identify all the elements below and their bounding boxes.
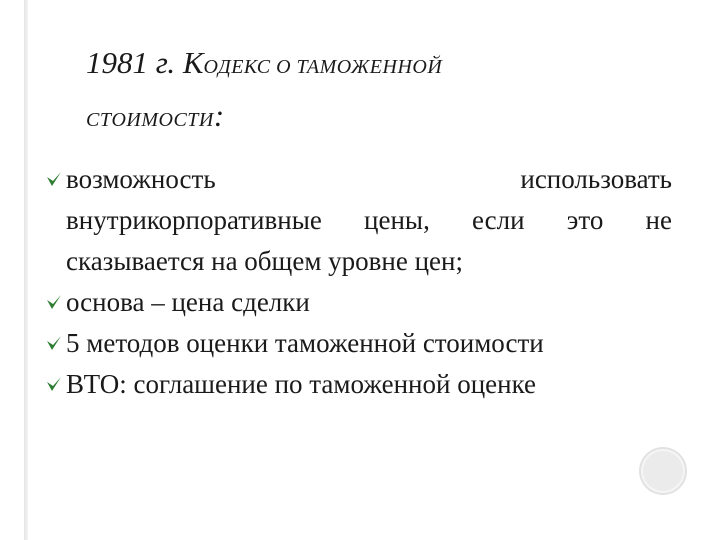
bullet-text: внутрикорпоративные цены, если это не сказывается на общем уровне цен; [66,205,672,276]
slide-title [86,38,646,144]
checkmark-bullet-icon [46,335,62,351]
bullet-text: основа – цена сделки [66,287,310,317]
bullet-item [46,364,672,405]
title-year: 1981 г. К [86,45,204,80]
checkmark-bullet-icon [46,294,62,310]
bullet-word-use: использовать [520,164,672,194]
title-code-word: ОДЕКС О ТАМОЖЕННОЙ [203,56,443,78]
title-colon: : [213,98,225,133]
bullet-item [46,282,672,323]
slide-nav-circle-button[interactable] [641,449,685,493]
bullet-first-line [66,159,672,200]
bullet-list [46,159,672,405]
bullet-text: 5 методов оценки таможенной стоимости [66,328,544,358]
bullet-word-possibility: возможность [66,164,216,194]
checkmark-bullet-icon [46,171,62,187]
bullet-text: ВТО: соглашение по таможенной оценке [66,369,537,399]
checkmark-bullet-icon [46,376,62,392]
bullet-item [46,159,672,282]
title-value-word: СТОИМОСТИ [86,109,214,131]
side-decorative-rule [24,0,28,540]
bullet-item [46,323,672,364]
